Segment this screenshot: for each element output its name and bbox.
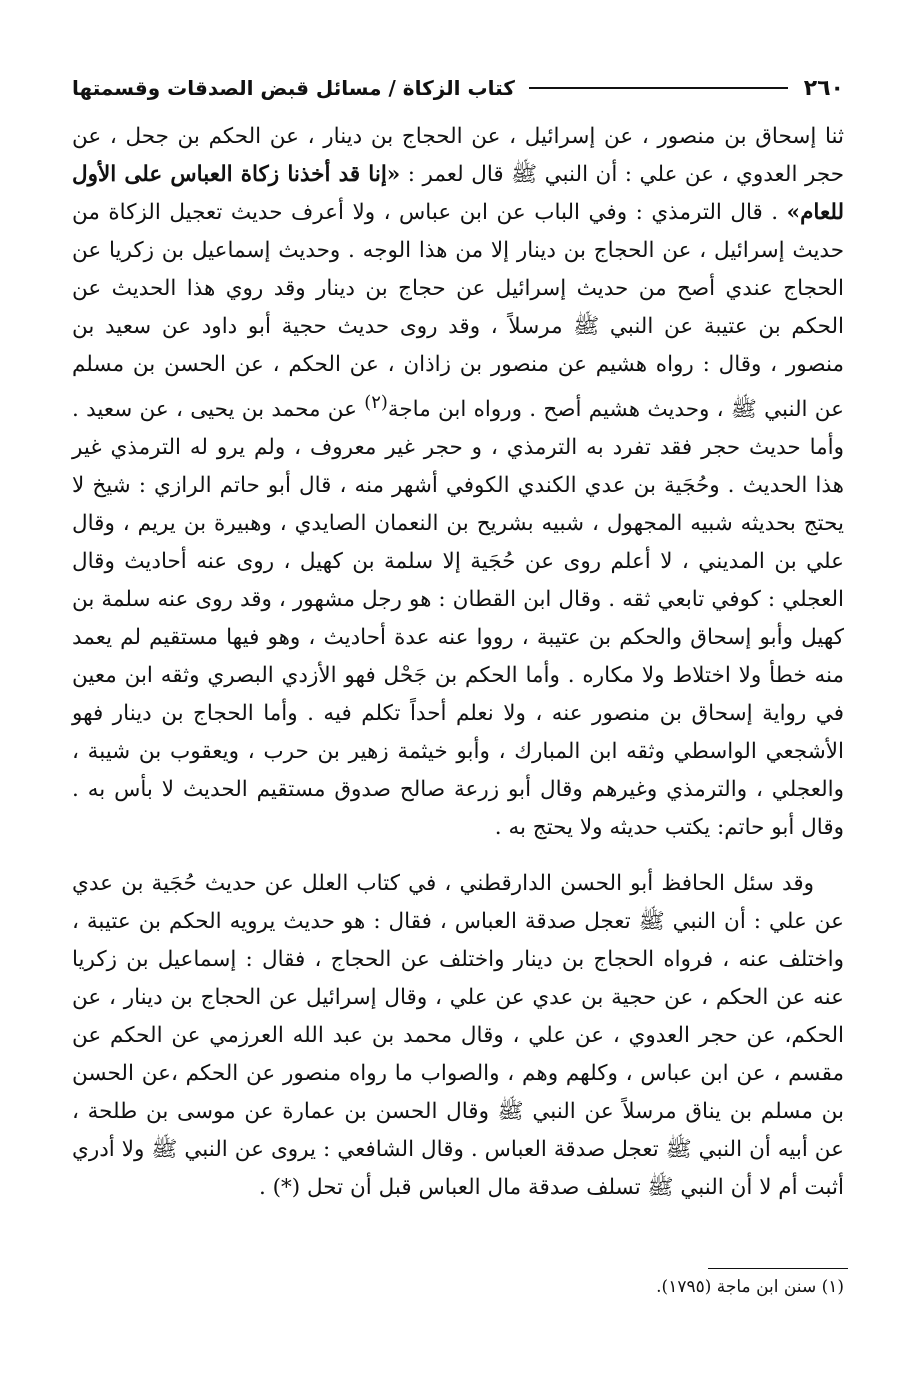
footnote: (١) سنن ابن ماجة (١٧٩٥). <box>656 1277 844 1297</box>
running-title: كتاب الزكاة / مسائل قبض الصدقات وقسمتها <box>72 76 515 100</box>
footnote-reference: (٢) <box>364 392 388 413</box>
hadith-quote: «إنا قد أخذنا زكاة العباس على الأول للعام» <box>72 162 844 225</box>
paragraph-2: وقد سئل الحافظ أبو الحسن الدارقطني ، في كتاب العلل عن حديث حُجَية بن عدي عن علي : أن النبي ﷺ تعجل صدقة العباس ، فقال : هو حديث يرويه الحكم بن عتيبة ، واختلف عنه ، فرواه الحجاج بن دينار واختلف عن الحجاج ، فقال : إسماعيل بن زكريا عنه عن الحكم ، عن حجية بن عدي عن علي ، وقال إسرائيل عن الحجاج بن دينار ، عن الحكم، عن حجر العدوي ، عن علي ، وقال محمد بن عبد الله العرزمي عن الحكم عن مقسم ، عن ابن عباس ، وكلهم وهم ، والصواب ما رواه منصور عن الحكم ،عن الحسن بن مسلم بن يناق مرسلاً عن النبي ﷺ وقال الحسن بن عمارة عن موسى بن طلحة ، عن أبيه أن النبي ﷺ تعجل صدقة العباس . وقال الشافعي : يروى عن النبي ﷺ ولا أدري أثبت أم لا أن النبي ﷺ تسلف صدقة مال العباس قبل أن تحل (*) . <box>72 871 844 1201</box>
paragraph-1-part-a: ثنا إسحاق بن منصور ، عن إسرائيل ، عن الحجاج بن دينار ، عن الحكم بن جحل ، عن حجر العدوي ، عن علي : أن النبي ﷺ قال لعمر : <box>72 124 844 187</box>
header-rule <box>529 87 788 89</box>
paragraph-1-part-c: عن محمد بن يحيى ، عن سعيد . وأما حديث حجر فقد تفرد به الترمذي ، و حجر غير معروف ، ولم يرو له الترمذي غير هذا الحديث . وحُجَية بن عدي الكندي الكوفي أشهر منه ، قال أبو حاتم الرازي : شيخ لا يحتج بحديثه شبيه المجهول ، شبيه بشريح بن النعمان الصايدي ، وهبيرة بن يريم ، وقال علي بن المديني ، لا أعلم روى عن حُجَية إلا سلمة بن كهيل ، روى عنه أحاديث وقال العجلي : كوفي تابعي ثقه . وقال ابن القطان : هو رجل مشهور ، وقد روى عنه سلمة بن كهيل وأبو إسحاق والحكم بن عتيبة ، رووا عنه عدة أحاديث ، وهو فيها مستقيم لم يعمد منه خطأ ولا اختلاط ولا مكاره . وأما الحكم بن جَحْل فهو الأزدي البصري وثقه ابن معين في رواية إسحاق بن منصور عنه ، ولا نعلم أحداً تكلم فيه . وأما الحجاج بن دينار فهو الأشجعي الواسطي وثقه ابن المبارك ، وأبو خيثمة زهير بن حرب ، ويعقوب بن شيبة ، والعجلي ، والترمذي وغيرهم وقال أبو زرعة صالح صدوق مستقيم الحديث لا بأس به . وقال أبو حاتم: يكتب حديثه ولا يحتج به . <box>72 397 844 841</box>
page-header <box>72 68 844 108</box>
paragraph-1 <box>72 118 844 847</box>
footnote-divider <box>708 1268 848 1269</box>
page-number: ٢٦٠ <box>803 75 844 101</box>
paragraph-1-part-b: . قال الترمذي : وفي الباب عن ابن عباس ، ولا أعرف حديث تعجيل الزكاة من حديث إسرائيل ، عن الحجاج بن دينار إلا من هذا الوجه . وحديث إسماعيل بن زكريا عن الحجاج عندي أصح من حديث إسرائيل عن حجاج بن دينار وقد روي هذا الحديث عن الحكم بن عتيبة عن النبي ﷺ مرسلاً ، وقد روى حديث حجية أبو داود عن سعيد بن منصور ، وقال : رواه هشيم عن منصور بن زاذان ، عن الحكم ، عن الحسن بن مسلم عن النبي ﷺ ، وحديث هشيم أصح . ورواه ابن ماجة <box>72 200 844 423</box>
main-text <box>72 118 844 1207</box>
